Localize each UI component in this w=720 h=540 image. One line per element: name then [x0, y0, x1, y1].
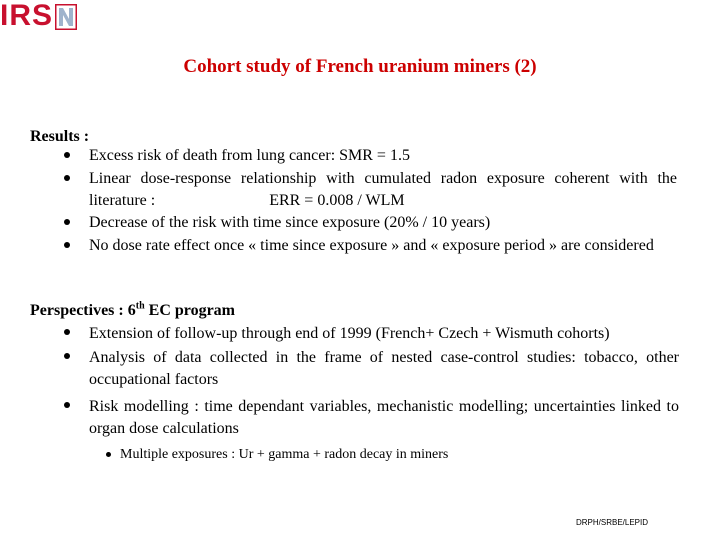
perspectives-heading-sup: th	[135, 300, 145, 312]
perspectives-heading-suffix: EC program	[144, 302, 236, 319]
perspectives-sub-item-1: Multiple exposures : Ur + gamma + radon decay in miners	[120, 447, 449, 462]
bullet-icon	[64, 329, 70, 335]
perspectives-heading	[30, 302, 235, 320]
bullet-icon	[64, 242, 70, 248]
results-item-1: Excess risk of death from lung cancer: SMR = 1.5	[89, 147, 410, 164]
sub-bullet-icon	[106, 452, 111, 457]
bullet-icon	[64, 353, 70, 359]
logo-n-mark	[55, 4, 77, 30]
results-heading: Results :	[30, 128, 90, 145]
bullet-icon	[64, 219, 70, 225]
perspectives-item-1: Extension of follow-up through end of 1999 (French+ Czech + Wismuth cohorts)	[89, 325, 610, 342]
logo-text: IRS	[0, 0, 54, 32]
results-item-2	[89, 168, 677, 212]
perspectives-item-2: Analysis of data collected in the frame of nested case-control studies: tobacco, other occupational factors	[89, 349, 679, 388]
results-item-2-text: Linear dose-response relationship with cumulated radon exposure coherent with the literature :	[89, 170, 677, 209]
bullet-icon	[64, 152, 70, 158]
perspectives-item-3: Risk modelling : time dependant variables, mechanistic modelling; uncertainties linked to organ dose calculations	[89, 398, 679, 437]
irsn-logo	[0, 0, 77, 32]
results-item-3: Decrease of the risk with time since exposure (20% / 10 years)	[89, 214, 491, 231]
err-value: ERR = 0.008 / WLM	[269, 192, 405, 209]
page-title: Cohort study of French uranium miners (2)	[183, 56, 537, 77]
perspectives-heading-prefix: Perspectives : 6	[30, 302, 136, 319]
footer-code: DRPH/SRBE/LEPID	[576, 518, 649, 527]
bullet-icon	[64, 175, 70, 181]
bullet-icon	[64, 402, 70, 408]
results-item-4: No dose rate effect once « time since exposure » and « exposure period » are considered	[89, 237, 654, 254]
